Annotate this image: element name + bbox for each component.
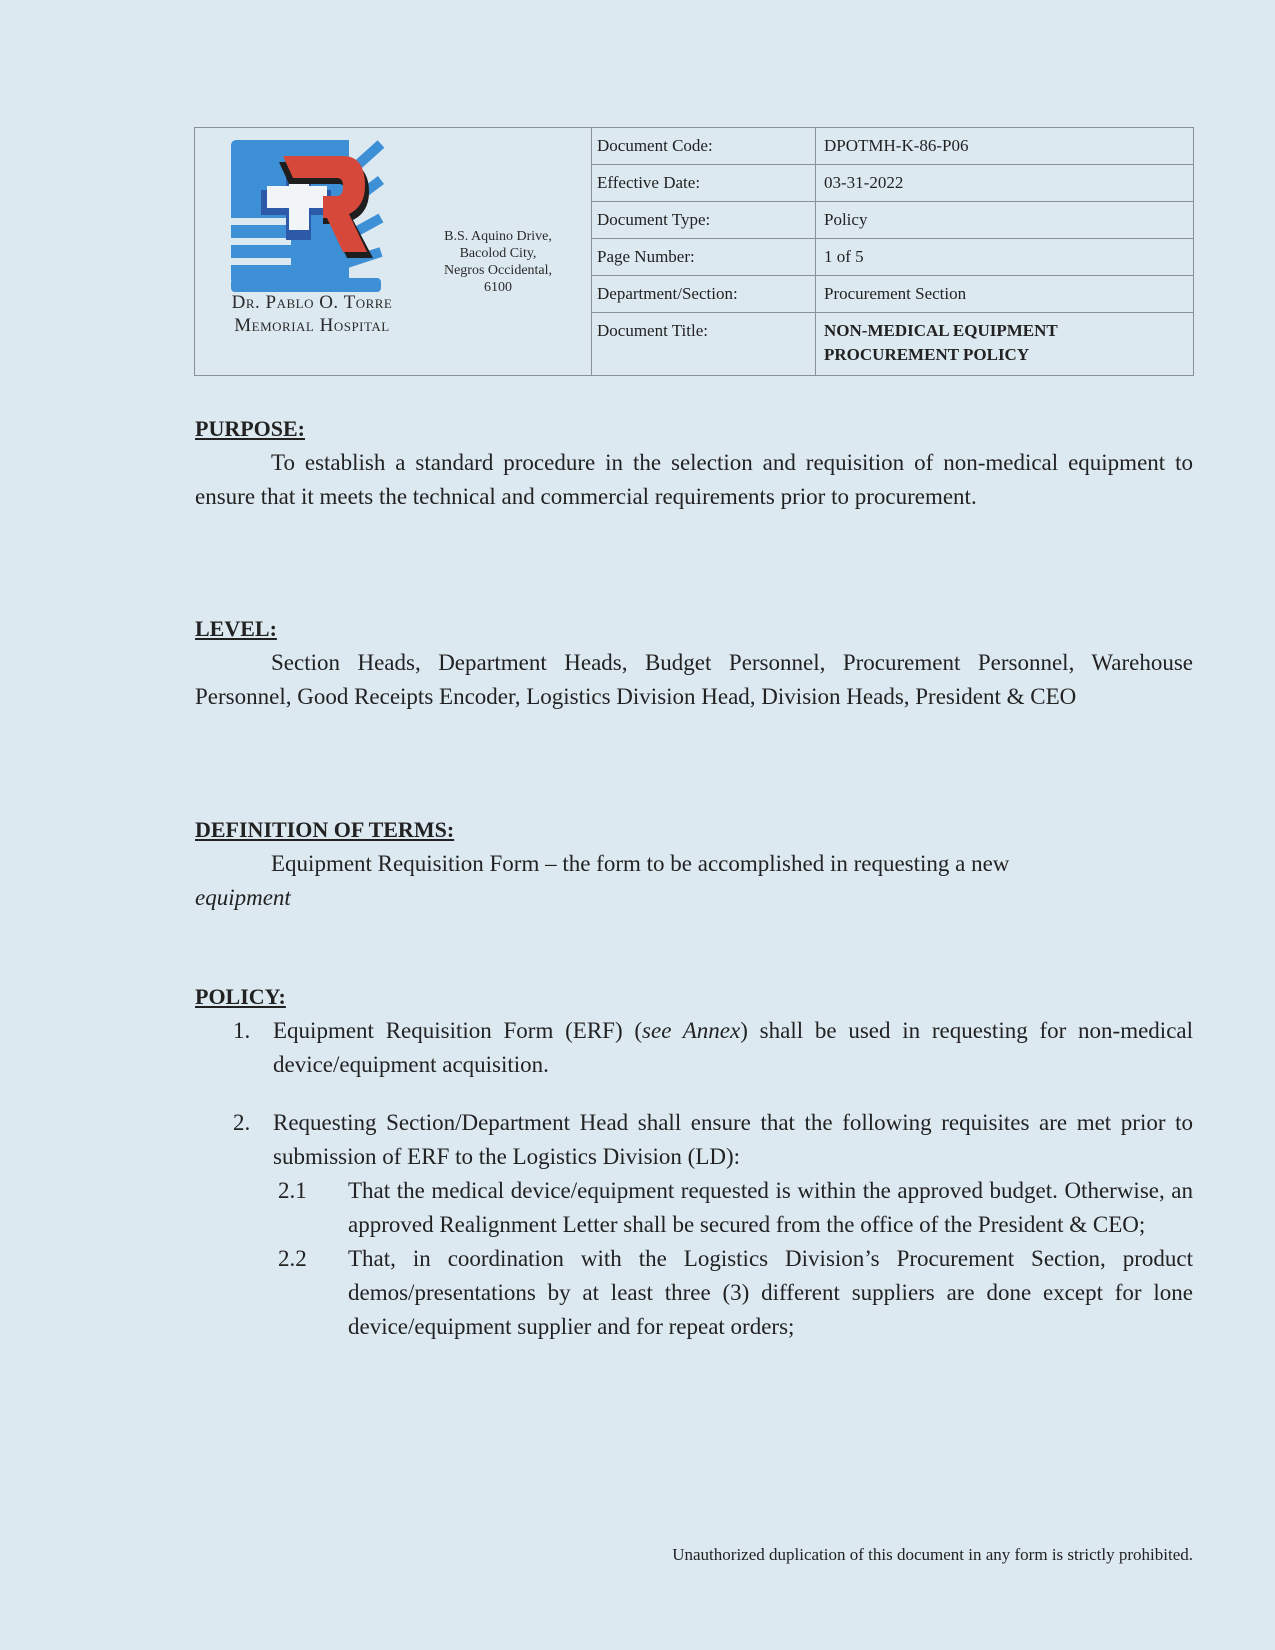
address-line: Negros Occidental, (443, 263, 553, 278)
definitions-heading: DEFINITION OF TERMS: (195, 817, 455, 842)
definition-text: Equipment Requisition Form – the form to be accomplished in requesting a new (271, 851, 1010, 876)
item-text-italic: see Annex (642, 1018, 741, 1043)
document-info-rows (591, 128, 1193, 375)
hospital-name (197, 291, 427, 337)
purpose-text: To establish a standard procedure in the selection and requisition of non-medical equipment to ensure that it meets the technical and commercial requirements prior to procurement. (195, 450, 1193, 509)
logo-cell (195, 128, 592, 375)
info-row-effective-date (591, 165, 1193, 202)
subitem-number: 2.1 (278, 1178, 307, 1203)
field-value: Policy (824, 210, 868, 229)
field-label: Department/Section: (591, 276, 816, 312)
field-label: Page Number: (591, 239, 816, 275)
info-row-document-code (591, 128, 1193, 165)
hospital-name-line2: Memorial Hospital (234, 315, 390, 336)
field-value: DPOTMH-K-86-P06 (824, 136, 969, 155)
field-label: Document Type: (591, 202, 816, 238)
policy-heading: POLICY: (195, 984, 286, 1009)
field-value: 03-31-2022 (824, 173, 904, 192)
field-label: Document Title: (591, 313, 816, 375)
item-number: 1. (233, 1018, 251, 1043)
address-line: 6100 (484, 280, 512, 295)
footer-notice: Unauthorized duplication of this document in any form is strictly prohibited. (672, 1545, 1193, 1564)
field-value: 1 of 5 (824, 247, 864, 266)
hospital-logo-icon (231, 140, 387, 292)
level-text: Section Heads, Department Heads, Budget Personnel, Procurement Personnel, Warehouse Personnel, Good Receipts Encoder, Logistics Division Head, Division Heads, President & CEO (195, 650, 1193, 709)
field-label: Document Code: (591, 128, 816, 164)
item-text: Requesting Section/Department Head shall ensure that the following requisites are met prior to submission of ERF to the Logistics Division (LD): (273, 1110, 1193, 1169)
subitem-number: 2.2 (278, 1246, 307, 1271)
field-value: Procurement Section (824, 284, 967, 303)
document-title (816, 313, 1193, 375)
item-text: Equipment Requisition Form (ERF) ( (273, 1018, 643, 1043)
field-label: Effective Date: (591, 165, 816, 201)
item-text: ) shall be used in requesting for non-medical device/equipment acquisition. (273, 1018, 1194, 1077)
definition-term-italic: equipment (195, 885, 291, 910)
subitem-text: That, in coordination with the Logistics Division’s Procurement Section, product demos/presentations by at least three (3) different suppliers are done except for lone device/equipment supplier and for repeat orders; (348, 1246, 1193, 1339)
hospital-name-line1: Dr. Pablo O. Torre (231, 292, 393, 313)
level-heading: LEVEL: (195, 616, 277, 641)
level-section (195, 612, 1193, 714)
purpose-heading: PURPOSE: (195, 416, 305, 441)
info-row-document-title (591, 313, 1193, 375)
address-line: Bacolod City, (459, 246, 537, 261)
policy-subitem-2-2 (195, 1242, 1193, 1344)
document-title-line2: PROCUREMENT POLICY (824, 345, 1030, 364)
info-row-page-number (591, 239, 1193, 276)
policy-item-1 (195, 1014, 1193, 1082)
policy-subitem-2-1 (195, 1174, 1193, 1242)
address-line: B.S. Aquino Drive, (444, 229, 552, 244)
document-header-table (194, 127, 1194, 376)
info-row-document-type (591, 202, 1193, 239)
policy-item-2 (195, 1106, 1193, 1174)
subitem-text: That the medical device/equipment requested is within the approved budget. Otherwise, an approved Realignment Letter shall be secured from the office of the President & CEO; (348, 1178, 1193, 1237)
policy-section (195, 980, 1193, 1344)
definitions-section (195, 813, 1193, 915)
info-row-department (591, 276, 1193, 313)
item-number: 2. (233, 1110, 251, 1135)
purpose-section (195, 412, 1193, 514)
document-title-line1: NON-MEDICAL EQUIPMENT (824, 321, 1058, 340)
hospital-address (423, 228, 573, 296)
